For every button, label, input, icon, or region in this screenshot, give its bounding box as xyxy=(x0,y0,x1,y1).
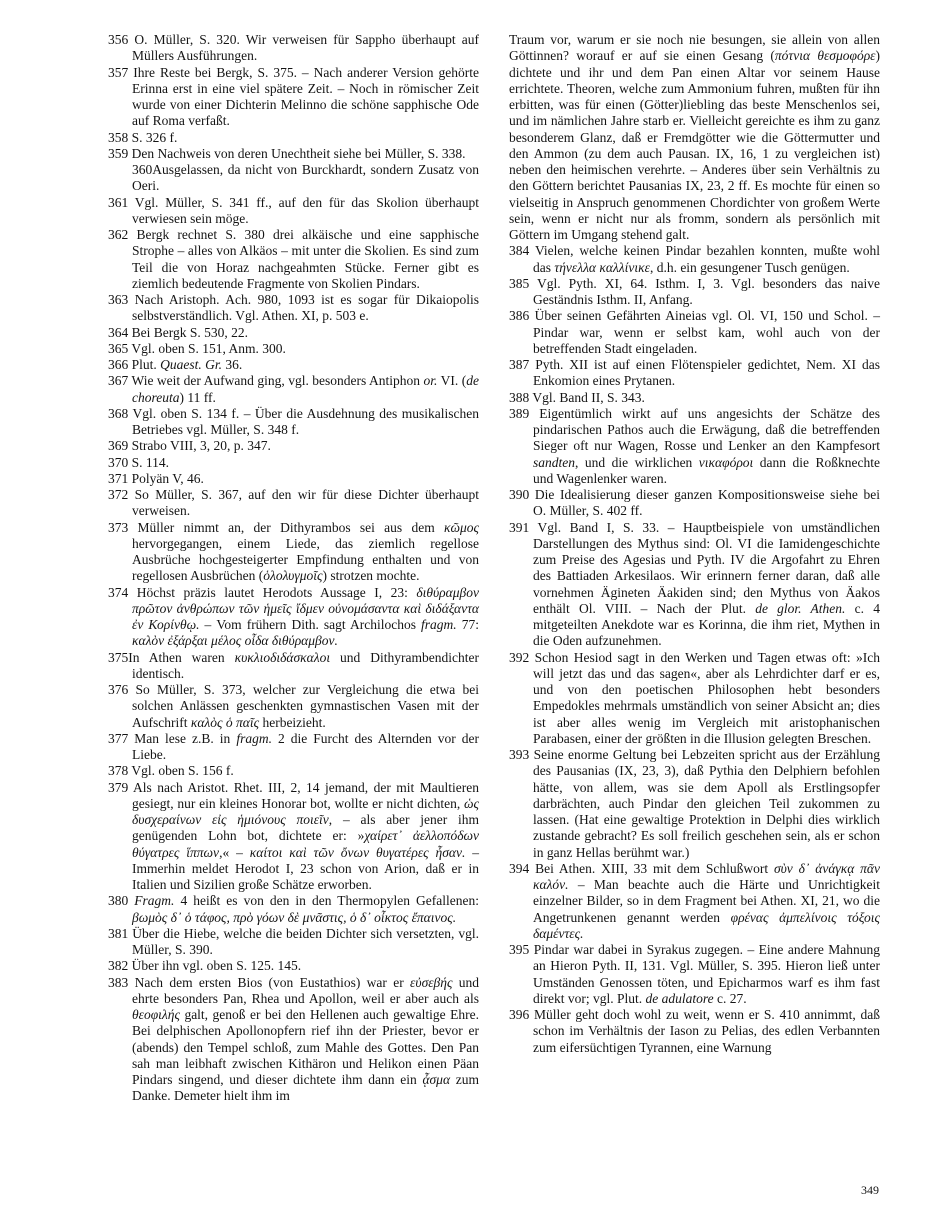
footnote-362 xyxy=(108,227,479,292)
footnote-367 xyxy=(108,373,479,406)
footnote-text: Fragm. 4 heißt es von den in den Thermopylen Gefallenen: βωμὸς δ᾽ ὁ τάφος, πρὸ γόων δὲ μνᾶστις, ὁ δ᾽ οἶκτος ἔπαινος. xyxy=(132,893,480,925)
footnote-text: Müller geht doch wohl zu weit, wenn er S. 410 annimmt, daß schon im Verhältnis der Iason zu Pelias, des edlen Verbannten zum eifersüchtigen Tyrannen, eine Warnung xyxy=(533,1007,880,1055)
footnote-text: Pyth. XII ist auf einen Flötenspieler gedichtet, Nem. XI das Enkomion eines Prytanen. xyxy=(533,357,880,389)
footnote-385 xyxy=(509,276,880,309)
footnote-number: 395 xyxy=(509,942,534,957)
footnote-number: 383 xyxy=(108,974,135,990)
footnote-391 xyxy=(509,520,880,650)
footnote-358 xyxy=(108,130,479,146)
footnote-text: O. Müller, S. 320. Wir verweisen für Sappho überhaupt auf Müllers Ausführungen. xyxy=(132,32,479,64)
footnote-text: Man lese z.B. in fragm. 2 die Furcht des Alternden vor der Liebe. xyxy=(132,730,480,762)
footnote-number: 363 xyxy=(108,292,135,307)
footnote-text: Bei Athen. XIII, 33 mit dem Schlußwort σὺν δ᾽ ἀνάγκᾳ πᾶν καλόν. – Man beachte auch die Härte und Unrichtigkeit einzelner Bilder, so in dem Fragment bei Athen. XI, 21, wo die Angetrunkenen genannt werden φρένας ἀμπελίνοις τόξοις δαμέντες. xyxy=(533,860,880,941)
footnote-387 xyxy=(509,357,880,390)
footnote-number: 379 xyxy=(108,779,133,795)
footnote-383 xyxy=(108,975,479,1105)
footnote-381 xyxy=(108,926,479,959)
footnote-text: Plut. Quaest. Gr. 36. xyxy=(131,357,243,372)
footnote-number: 380 xyxy=(108,893,135,909)
footnote-text: Polyän V, 46. xyxy=(131,470,204,486)
footnote-number: 366 xyxy=(108,357,132,372)
footnote-number: 357 xyxy=(108,64,134,80)
footnote-390 xyxy=(509,487,880,520)
footnote-392 xyxy=(509,650,880,748)
footnote-text: Als nach Aristot. Rhet. III, 2, 14 jemand, der mit Maultieren gesiegt, nur ein kleines Honorar bot, wollte er nicht dichten, ὡς δυσχεραίνων εἰς ἡμιόνους ποιεῖν, – als aber jener ihm genügenden Lohn bot, dichtete er: »χαίρετ᾽ ἀελλοπόδων θύγατρες ἵππων,« – καίτοι καὶ τῶν ὄνων θυγατέρες ἦσαν. – Immerhin meldet Herodot I, 23 schon von Arion, daß er in Italien und Sizilien große Schätze erworben. xyxy=(132,779,479,892)
footnote-370 xyxy=(108,455,479,471)
footnote-text: Wie weit der Aufwand ging, vgl. besonders Antiphon or. VI. (de choreuta) 11 ff. xyxy=(131,373,479,405)
footnote-395 xyxy=(509,942,880,1007)
footnote-text: Vgl. Pyth. XI, 64. Isthm. I, 3. Vgl. besonders das naive Geständnis Isthm. II, Anfang. xyxy=(533,275,880,307)
footnote-374 xyxy=(108,585,479,650)
footnote-357 xyxy=(108,65,479,130)
footnote-number: 371 xyxy=(108,470,132,486)
footnote-text: Die Idealisierung dieser ganzen Kompositionsweise siehe bei O. Müller, S. 402 ff. xyxy=(533,487,880,519)
footnote-text: Den Nachweis von deren Unechtheit siehe bei Müller, S. 338. xyxy=(131,145,466,161)
footnote-number: 392 xyxy=(509,649,535,665)
footnote-number: 381 xyxy=(108,925,133,941)
footnote-393 xyxy=(509,747,880,861)
footnote-364 xyxy=(108,325,479,341)
footnote-373 xyxy=(108,520,479,585)
footnote-359 xyxy=(108,146,479,162)
footnote-text: Über ihn vgl. oben S. 125. 145. xyxy=(131,958,302,974)
footnote-377 xyxy=(108,731,479,764)
footnote-text: Bergk rechnet S. 380 drei alkäische und eine sapphische Strophe – alles von Alkäos – mit unter die Skolien. Es sind zum Teil die von Horaz nachgeahmten Stücke. Ferner gibt es ziemlich bedeutende Fragmente von Skolien Pindars. xyxy=(132,227,479,291)
footnote-number: 360 xyxy=(132,162,153,177)
footnote-number: 391 xyxy=(509,519,538,535)
footnote-text: Vielen, welche keinen Pindar bezahlen konnten, mußte wohl das τήνελλα καλλίνικε, d.h. ein gesungener Tusch genügen. xyxy=(533,243,880,275)
footnote-text: Höchst präzis lautet Herodots Aussage I, 23: διθύραμβον πρῶτον ἀνθρώπων τῶν ἡμεῖς ἴδμεν οὐνομάσαντα καὶ διδάξαντα ἐν Κορίνθῳ. – Vom frühern Dith. sagt Archilochos fragm. 77: καλὸν ἐξάρξαι μέλος οἶδα διθύραμβον. xyxy=(132,584,479,649)
footnote-number: 368 xyxy=(108,405,133,421)
footnote-continuation xyxy=(509,32,880,243)
footnote-number: 390 xyxy=(509,487,535,502)
footnote-396 xyxy=(509,1007,880,1056)
footnote-number: 370 xyxy=(108,454,132,470)
left-column xyxy=(108,32,479,1105)
footnote-356 xyxy=(108,32,479,65)
footnote-number: 375 xyxy=(108,649,129,665)
footnote-366 xyxy=(108,357,479,373)
footnote-389 xyxy=(509,406,880,487)
footnote-number: 365 xyxy=(108,340,132,356)
right-column xyxy=(509,32,880,1105)
footnote-number: 358 xyxy=(108,129,132,145)
footnote-379 xyxy=(108,780,479,894)
footnote-text: Müller nimmt an, der Dithyrambos sei aus dem κῶμος hervorgegangen, einem Liede, das ziemlich regellose Ausbrüche hochgesteigerter Empfindung enthalten und von regellosen Ausbrüchen (ὁλολυγμοῖς) strotzen mochte. xyxy=(132,519,480,584)
footnote-365 xyxy=(108,341,479,357)
footnote-384 xyxy=(509,243,880,276)
footnote-number: 367 xyxy=(108,373,132,389)
footnote-text: Traum vor, warum er sie noch nie besungen, sie allein von allen Göttinnen? worauf er auf sie einen Gesang (πότνια θεσμοφόρε) dichtete und ihr und dem Pan einen Altar vor seinem Hause errichtete. Theoren, welche zum Ammonium fuhren, mußten für ihn erbitten, was für einen (Götter)liebling das beste Menschenlos sei, und im nämlichen Jahre starb er. Vielleicht gereichte es ihm zu ganz besonderem Glanz, daß er Fremdgötter wie die Göttermutter und den Ammon (zu dem auch Pausan. IX, 16, 1 zu vergleichen ist) neben den heimischen verehrte. – Anderes über sein Verhältnis zu den Göttern berichtet Pausanias IX, 23, 2 ff. Es mochte für einen so vielseitig in Anspruch genommenen Chordichter von großem Werte sein, wenn er nicht nur als fromm, sondern als persönlich mit Göttern im Umgang stehend galt. xyxy=(509,32,881,242)
footnote-text: Nach Aristoph. Ach. 980, 1093 ist es sogar für Dikaiopolis selbstverständlich. Vgl. Athen. XI, p. 503 e. xyxy=(132,292,479,324)
footnote-number: 393 xyxy=(509,747,534,762)
footnote-number: 387 xyxy=(509,357,536,372)
footnote-368 xyxy=(108,406,479,439)
footnote-371 xyxy=(108,471,479,487)
footnote-380 xyxy=(108,893,479,926)
footnote-372 xyxy=(108,487,479,520)
footnote-382 xyxy=(108,958,479,974)
footnote-text: Über die Hiebe, welche die beiden Dichter sich versetzten, vgl. Müller, S. 390. xyxy=(132,925,479,957)
footnote-375 xyxy=(108,650,479,683)
footnote-text: Vgl. Müller, S. 341 ff., auf den für das Skolion überhaupt verwiesen sein möge. xyxy=(132,194,479,226)
footnote-number: 396 xyxy=(509,1007,534,1022)
footnote-388 xyxy=(509,390,880,406)
footnote-text: Ausgelassen, da nicht von Burckhardt, sondern Zusatz von Oeri. xyxy=(132,162,479,194)
footnote-text: Bei Bergk S. 530, 22. xyxy=(131,324,249,340)
footnote-363 xyxy=(108,292,479,325)
footnote-number: 374 xyxy=(108,584,137,600)
footnote-text: Strabo VIII, 3, 20, p. 347. xyxy=(131,438,271,454)
footnote-number: 361 xyxy=(108,194,135,210)
footnote-number: 369 xyxy=(108,438,132,454)
footnote-369 xyxy=(108,438,479,454)
footnote-number: 364 xyxy=(108,324,132,340)
footnote-number: 388 xyxy=(509,389,533,405)
footnote-number: 372 xyxy=(108,487,135,502)
footnote-text: S. 326 f. xyxy=(131,129,178,145)
footnote-number: 389 xyxy=(509,405,540,421)
footnote-text: Ihre Reste bei Bergk, S. 375. – Nach anderer Version gehörte Erinna erst in eine viel spätere Zeit. – Noch in römischer Zeit wurde von einer Dichterin Melinno die schöne sapphische Ode auf Roma verfaßt. xyxy=(132,64,480,129)
footnote-number: 362 xyxy=(108,227,137,242)
footnote-text: Seine enorme Geltung bei Lebzeiten spricht aus der Erzählung des Pausanias (IX, 23, 3), daß Pythia den Delphiern befohlen hätte, von allem, was sie dem Apoll als Erstlingsopfer darbrächten, auch Pindar den gleichen Teil zukommen zu lassen. (Hat eine gewaltige Protektion in Delphi dies wirklich zustande gebracht? Es soll freilich geschehen sein, als er schon in ganz Hellas berühmt war.) xyxy=(533,747,880,860)
page-number: 349 xyxy=(861,1183,879,1197)
footnote-text: So Müller, S. 367, auf den wir für diese Dichter überhaupt verweisen. xyxy=(132,487,479,519)
footnotes-columns xyxy=(108,32,881,1105)
footnote-text: Nach dem ersten Bios (von Eustathios) war er εὐσεβής und ehrte besonders Pan, Rhea und Apollon, weil er aber auch als θεοφιλής galt, genoß er bei den Hellenen auch gewaltige Ehre. Bei delphischen Apollonopfern rief ihn der Priester, bevor er (abends) den Tempel schloß, zum Mahle des Gottes. Den Pan sah man leibhaft zwischen Kithäron und Helikon einen Päan Pindars singend, und dieser dichtete ihm dann ein ᾆσμα zum Danke. Demeter hielt ihm im xyxy=(132,974,480,1104)
footnote-number: 376 xyxy=(108,682,136,697)
footnote-number: 377 xyxy=(108,730,135,746)
footnote-text: Vgl. oben S. 156 f. xyxy=(131,763,234,779)
footnote-text: In Athen waren κυκλιοδιδάσκαλοι und Dithyrambendichter identisch. xyxy=(128,649,479,681)
footnote-386 xyxy=(509,308,880,357)
footnote-number: 359 xyxy=(108,145,132,161)
footnote-number: 382 xyxy=(108,958,132,974)
footnote-text: S. 114. xyxy=(131,454,170,470)
footnote-number: 386 xyxy=(509,308,535,324)
footnote-number: 394 xyxy=(509,860,536,876)
footnote-text: Vgl. oben S. 134 f. – Über die Ausdehnung des musikalischen Betriebes vgl. Müller, S. 348 f. xyxy=(132,405,479,437)
footnote-text: Eigentümlich wirkt auf uns angesichts der Schätze des pindarischen Pathos auch die Erwägung, daß die betreffenden Sieger oft nur Wagen, Rosse und Lenker an den Kampfesort sandten, und die wirklichen νικαφόροι dann die Roßknechte und Wagenlenker waren. xyxy=(533,405,880,486)
footnote-text: Pindar war dabei in Syrakus zugegen. – Eine andere Mahnung an Hieron Pyth. II, 131. Vgl. Müller, S. 395. Hieron ließ unter Umständen Genossen töten, und Epicharmos warf es ihm fast direkt vor; vgl. Plut. de adulatore c. 27. xyxy=(533,942,880,1006)
footnote-number: 385 xyxy=(509,275,538,291)
footnote-text: Vgl. Band II, S. 343. xyxy=(532,389,645,405)
footnote-text: Vgl. oben S. 151, Anm. 300. xyxy=(131,340,286,356)
footnote-360 xyxy=(108,162,479,195)
footnote-text: Schon Hesiod sagt in den Werken und Tagen etwas oft: »Ich will jetzt das und das sagen«, aber als Lehrdichter darf er es, und von den poetischen Philosophen hebt besonders Empedokles mehrmals umständlich von seiner Absicht an; dies ist aber alles wenig im Vergleich mit aristophanischen Parabasen, einer der größten in die Illusion gelegten Breschen. xyxy=(533,649,881,746)
footnote-361 xyxy=(108,195,479,228)
footnote-number: 378 xyxy=(108,763,132,779)
footnote-number: 356 xyxy=(108,32,135,47)
footnote-number: 384 xyxy=(509,243,535,259)
footnote-number: 373 xyxy=(108,519,138,535)
footnote-394 xyxy=(509,861,880,942)
footnote-378 xyxy=(108,763,479,779)
footnote-376 xyxy=(108,682,479,731)
footnote-text: Vgl. Band I, S. 33. – Hauptbeispiele von umständlichen Darstellungen des Mythus sind: Ol. VI die Iamidengeschichte zum Preise des Agesias und Pyth. IV die Argofahrt zu Ehren des Battiaden Arkesilaos. Wir erinnern ferner daran, daß alle vornehmen Ägineten Äakiden sind; den Mythus von Äakos enthält Ol. VIII. – Nach der Plut. de glor. Athen. c. 4 mitgeteilten Anekdote war es Korinna, die ihm riet, Mythen in die Oden aufzunehmen. xyxy=(533,519,880,649)
footnote-text: So Müller, S. 373, welcher zur Vergleichung die etwa bei solchen Anlässen geschenkten gymnastischen Vasen mit der Aufschrift καλὸς ὁ παῖς herbeizieht. xyxy=(132,682,479,730)
footnote-text: Über seinen Gefährten Aineias vgl. Ol. VI, 150 und Schol. – Pindar war, wenn er selbst kam, wohl auch von der betreffenden Stadt eingeladen. xyxy=(533,308,880,356)
